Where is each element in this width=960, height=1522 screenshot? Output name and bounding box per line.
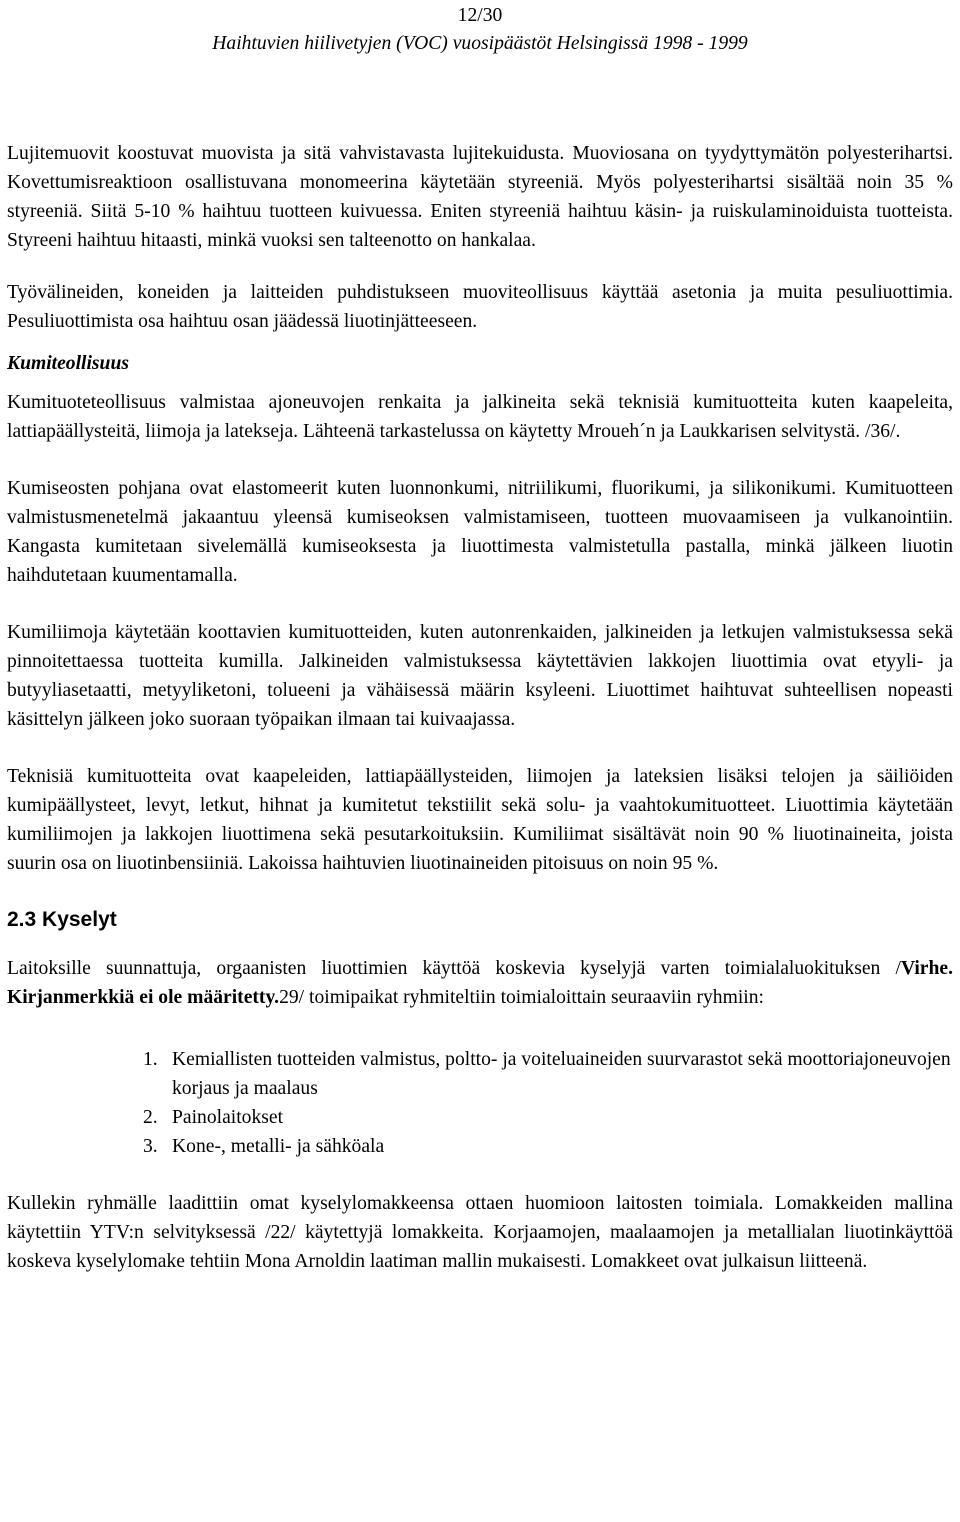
list-item-number: 3. xyxy=(143,1136,158,1157)
document-page xyxy=(7,0,953,1276)
page-header xyxy=(7,0,953,58)
list-item-text: Kemiallisten tuotteiden valmistus, poltto- ja voiteluaineiden suurvarastot sekä moottoriajoneuvojen korjaus ja maalaus xyxy=(172,1049,951,1099)
paragraph-kumiliimat: Kumiliimoja käytetään koottavien kumituotteiden, kuten autonrenkaiden, jalkineiden ja letkujen valmistuksessa sekä pinnoitettaessa tuotteita kumilla. Jalkineiden valmistuksessa käytettävien lakkojen liuottimia ovat etyyli- ja butyyliasetaatti, metyyliketoni, tolueeni ja vähäisessä määrin ksyleeni. Liuottimet haihtuvat suhteellisen nopeasti käsittelyn jälkeen joko suoraan työpaikan ilmaan tai kuivaajassa. xyxy=(7,622,953,730)
document-title: Haihtuvien hiilivetyjen (VOC) vuosipäästöt Helsingissä 1998 - 1999 xyxy=(212,33,748,54)
paragraph-tekniset-kumituotteet: Teknisiä kumituotteita ovat kaapeleiden, lattiapäällysteiden, liimojen ja lateksien lisäksi telojen ja säiliöiden kumipäällysteet, levyt, letkut, hihnat ja kumitetut tekstiilit sekä solu- ja vaahtokumituotteet. Liuottimia käytetään kumiliimojen ja lakkojen liuottimena sekä pesutarkoituksiin. Kumiliimat sisältävät noin 90 % liuotinaineita, joista suurin osa on liuotinbensiiniä. Lakoissa haihtuvien liuotinaineiden pitoisuus on noin 95 %. xyxy=(7,766,953,874)
document-body xyxy=(7,139,953,1276)
list-item-number: 1. xyxy=(143,1049,158,1070)
page-number: 12/30 xyxy=(457,5,503,26)
paragraph-laitokset xyxy=(7,954,953,1012)
bookmark-error-text: Virhe. Kirjanmerkkiä ei ole määritetty. xyxy=(7,958,953,1008)
paragraph-kumiseokset: Kumiseosten pohjana ovat elastomeerit kuten luonnonkumi, nitriilikumi, fluorikumi, ja silikonikumi. Kumituotteen valmistusmenetelmä jakaantuu yleensä kumiseoksen valmistamiseen, tuotteen muovaamiseen ja vulkanointiin. Kangasta kumitetaan sivelemällä kumiseoksesta ja liuottimesta valmistetulla pastalla, minkä jälkeen liuotin haihdutetaan kuumentamalla. xyxy=(7,478,953,586)
list-item-number: 2. xyxy=(143,1107,158,1128)
list-item-text: Kone-, metalli- ja sähköala xyxy=(172,1136,385,1157)
paragraph-laitokset-end: 29/ toimipaikat ryhmiteltiin toimialoittain seuraaviin ryhmiin: xyxy=(279,987,764,1008)
list-item xyxy=(143,1103,953,1132)
list-item xyxy=(143,1045,953,1103)
section-heading-kumiteollisuus: Kumiteollisuus xyxy=(7,353,129,374)
paragraph-tyovalineet: Työvälineiden, koneiden ja laitteiden puhdistukseen muoviteollisuus käyttää asetonia ja muita pesuliuottimia. Pesuliuottimista osa haihtuu osan jäädessä liuotinjätteeseen. xyxy=(7,282,953,332)
paragraph-kumituoteteollisuus: Kumituoteteollisuus valmistaa ajoneuvojen renkaita ja jalkineita sekä teknisiä kumituotteita kuten kaapeleita, lattiapäällysteitä, liimoja ja latekseja. Lähteenä tarkastelussa on käytetty Mroueh´n ja Laukkarisen selvitystä. /36/. xyxy=(7,392,953,442)
list-item-text: Painolaitokset xyxy=(172,1107,284,1128)
paragraph-kyselylomakkeet: Kullekin ryhmälle laadittiin omat kyselylomakkeensa ottaen huomioon laitosten toimiala. Lomakkeiden mallina käytettiin YTV:n selvityksessä /22/ käytettyjä lomakkeita. Korjaamojen, maalaamojen ja metallialan liuotinkäyttöä koskeva kyselylomake tehtiin Mona Arnoldin laatiman mallin mukaisesti. Lomakkeet ovat julkaisun liitteenä. xyxy=(7,1193,953,1272)
industry-group-list xyxy=(7,1045,953,1161)
list-item xyxy=(143,1132,953,1161)
section-heading-kyselyt: 2.3 Kyselyt xyxy=(7,908,117,931)
paragraph-laitokset-start: Laitoksille suunnattuja, orgaanisten liuottimien käyttöä koskevia kyselyjä varten toimialaluokituksen / xyxy=(7,958,901,979)
paragraph-lujitemuovit: Lujitemuovit koostuvat muovista ja sitä vahvistavasta lujitekuidusta. Muoviosana on tyydyttymätön polyesterihartsi. Kovettumisreaktioon osallistuvana monomeerina käytetään styreeniä. Myös polyesterihartsi sisältää noin 35 % styreeniä. Siitä 5-10 % haihtuu tuotteen kuivuessa. Eniten styreeniä haihtuu käsin- ja ruiskulaminoiduista tuotteista. Styreeni haihtuu hitaasti, minkä vuoksi sen talteenotto on hankalaa. xyxy=(7,143,953,251)
